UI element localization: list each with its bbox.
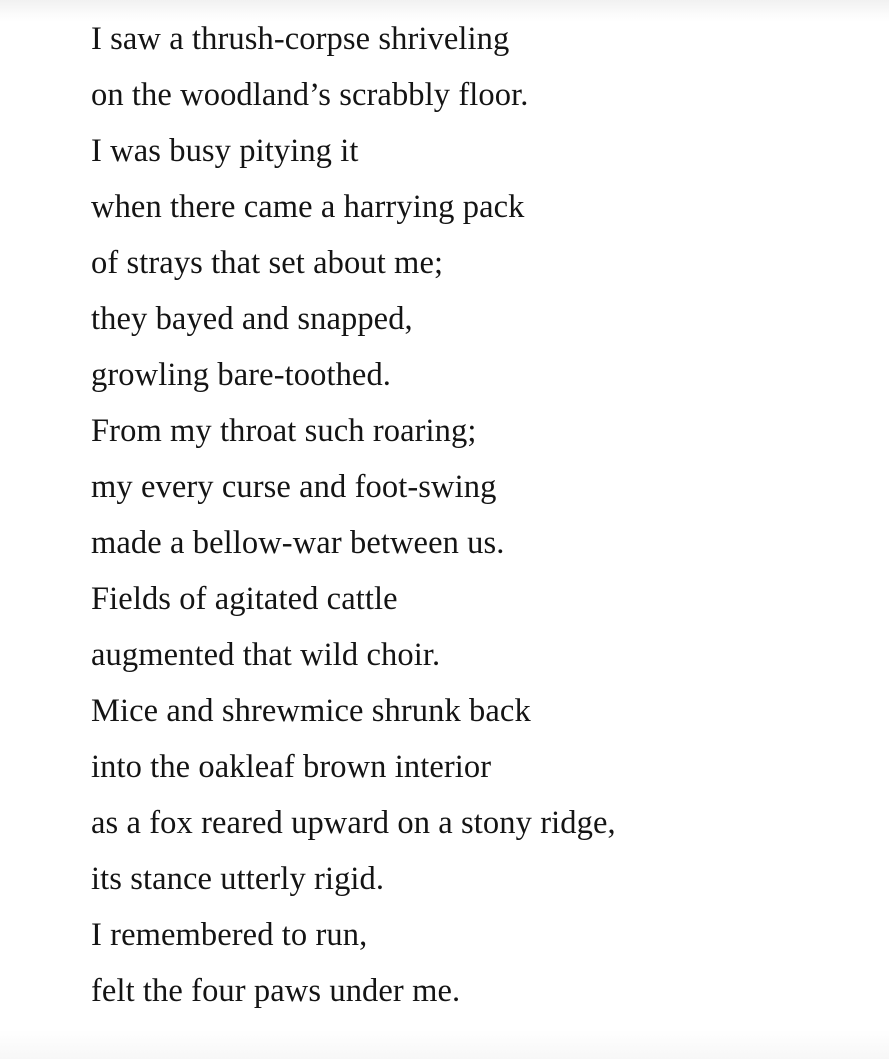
poem-line: From my throat such roaring;: [91, 413, 477, 449]
poem-line: on the woodland’s scrabbly floor.: [91, 77, 529, 113]
poem-line: of strays that set about me;: [91, 245, 444, 281]
poem-text: [91, 11, 616, 1019]
poem-line: they bayed and snapped,: [91, 301, 413, 337]
poem-line: as a fox reared upward on a stony ridge,: [91, 805, 616, 841]
poem-line: I saw a thrush-corpse shriveling: [91, 21, 510, 57]
poem-line: felt the four paws under me.: [91, 973, 461, 1009]
poem-line: my every curse and foot-swing: [91, 469, 497, 505]
poem-line: I remembered to run,: [91, 917, 368, 953]
poem-line: made a bellow-war between us.: [91, 525, 505, 561]
poem-line: augmented that wild choir.: [91, 637, 441, 673]
poem-line: Fields of agitated cattle: [91, 581, 398, 617]
poem-line: into the oakleaf brown interior: [91, 749, 492, 785]
poem-line: growling bare-toothed.: [91, 357, 392, 393]
poem-line: when there came a harrying pack: [91, 189, 525, 225]
poem-line: its stance utterly rigid.: [91, 861, 385, 897]
poem-line: Mice and shrewmice shrunk back: [91, 693, 531, 729]
poem-line: I was busy pitying it: [91, 133, 359, 169]
